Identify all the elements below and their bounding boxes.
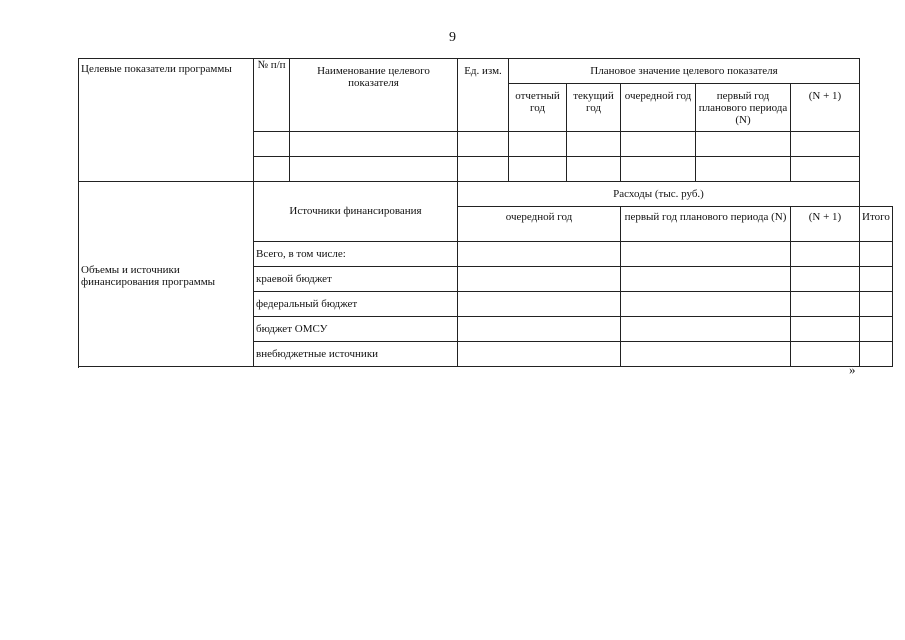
closing-quote-mark: » <box>849 362 856 377</box>
empty-cell <box>860 342 893 367</box>
expenses-header: Расходы (тыс. руб.) <box>458 182 860 207</box>
empty-cell <box>458 342 621 367</box>
empty-cell <box>791 317 860 342</box>
empty-cell <box>458 157 509 182</box>
empty-cell <box>791 292 860 317</box>
unit-header: Ед. изм. <box>458 59 509 132</box>
empty-cell <box>791 242 860 267</box>
source-label: федеральный бюджет <box>254 292 458 317</box>
empty-cell <box>458 292 621 317</box>
exp-col-total: Итого <box>860 207 893 242</box>
num-header: № п/п <box>254 59 290 132</box>
empty-cell <box>290 132 458 157</box>
empty-cell <box>696 132 791 157</box>
empty-cell <box>621 267 791 292</box>
sources-header: Источники финансирования <box>254 182 458 242</box>
empty-cell <box>791 157 860 182</box>
plan-col-next-year: очередной год <box>621 84 696 132</box>
empty-cell <box>254 157 290 182</box>
empty-cell <box>290 157 458 182</box>
empty-cell <box>509 157 567 182</box>
plan-col-first-plan-year: первый год планового периода (N) <box>696 84 791 132</box>
empty-cell <box>254 132 290 157</box>
empty-cell <box>621 157 696 182</box>
empty-cell <box>458 132 509 157</box>
source-label: Всего, в том числе: <box>254 242 458 267</box>
empty-cell <box>458 242 621 267</box>
name-header: Наименование целевого показателя <box>290 59 458 132</box>
empty-cell <box>860 292 893 317</box>
empty-cell <box>567 132 621 157</box>
empty-cell <box>860 267 893 292</box>
empty-cell <box>791 267 860 292</box>
exp-col-first-plan-year: первый год планового периода (N) <box>621 207 791 242</box>
source-label: бюджет ОМСУ <box>254 317 458 342</box>
plan-col-n-plus-1: (N + 1) <box>791 84 860 132</box>
empty-cell <box>696 157 791 182</box>
empty-cell <box>458 317 621 342</box>
source-label: внебюджетные источники <box>254 342 458 367</box>
targets-section-label: Целевые показатели программы <box>79 59 254 182</box>
empty-cell <box>621 132 696 157</box>
empty-cell <box>621 317 791 342</box>
program-form-table <box>78 58 893 367</box>
empty-cell <box>621 342 791 367</box>
financing-section-label: Объемы и источники финансирования программы <box>79 182 254 367</box>
empty-cell <box>860 317 893 342</box>
plan-col-reporting-year: отчетный год <box>509 84 567 132</box>
empty-cell <box>860 242 893 267</box>
plan-col-current-year: текущий год <box>567 84 621 132</box>
empty-cell <box>621 242 791 267</box>
empty-cell <box>509 132 567 157</box>
exp-col-n-plus-1: (N + 1) <box>791 207 860 242</box>
exp-col-next-year: очередной год <box>458 207 621 242</box>
empty-cell <box>567 157 621 182</box>
plan-header: Плановое значение целевого показателя <box>509 59 860 84</box>
empty-cell <box>621 292 791 317</box>
empty-cell <box>458 267 621 292</box>
page-number: 9 <box>449 30 456 45</box>
empty-cell <box>791 132 860 157</box>
source-label: краевой бюджет <box>254 267 458 292</box>
